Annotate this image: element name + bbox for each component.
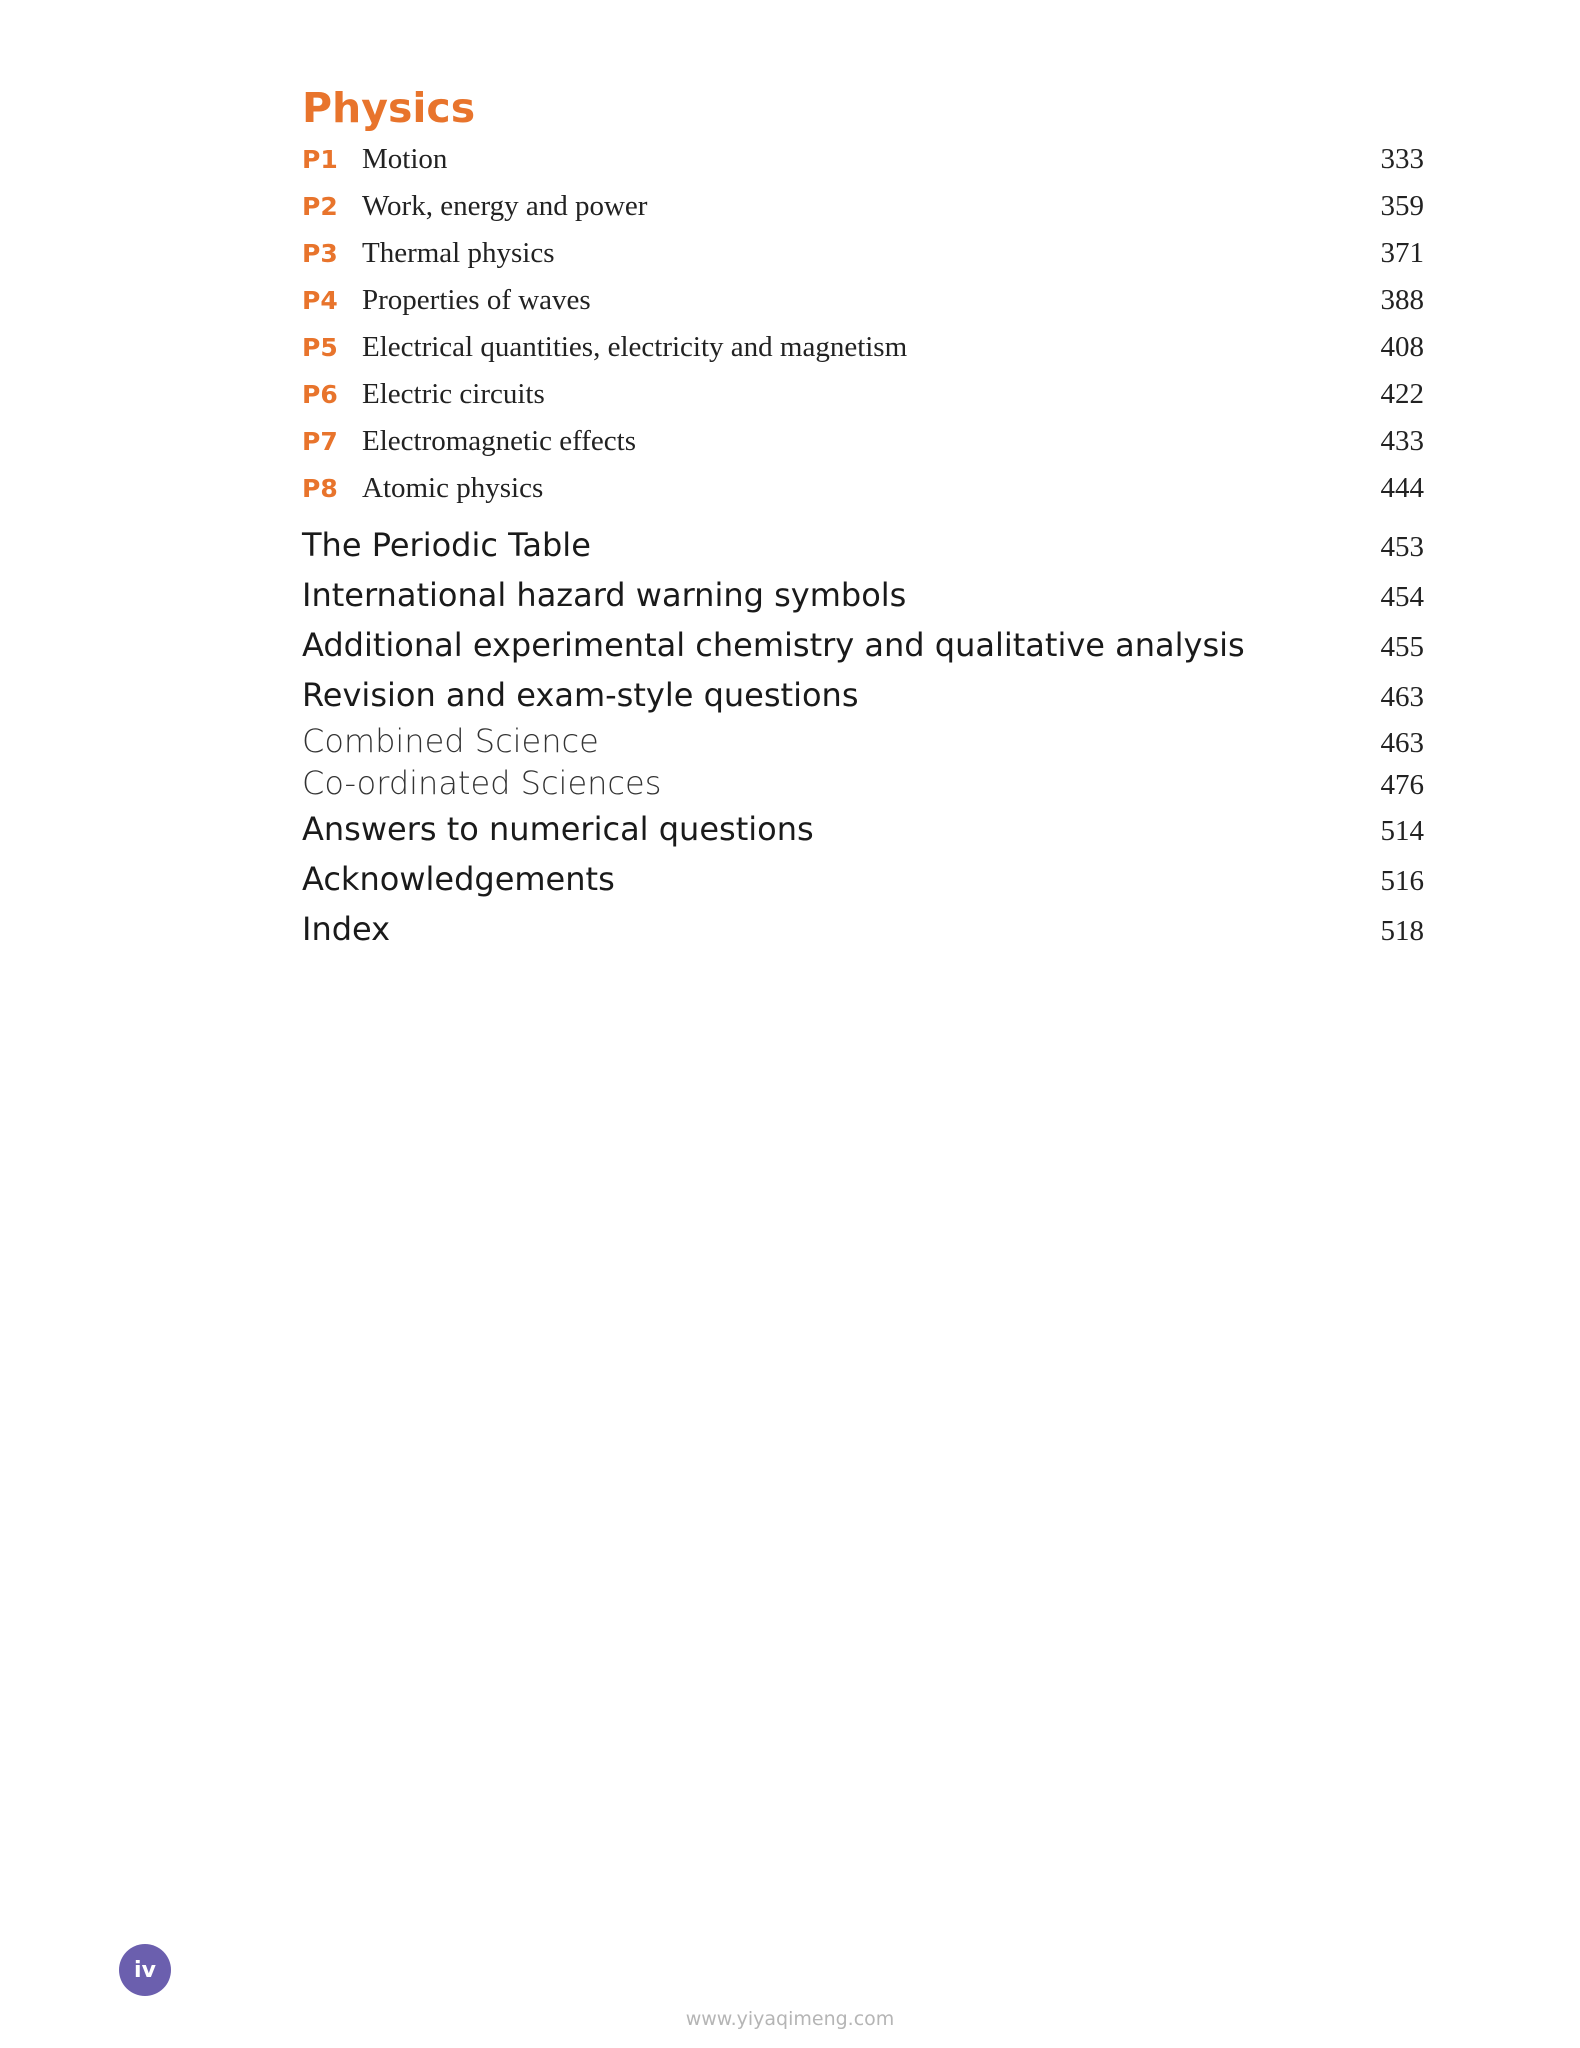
toc-entry-p6[interactable] (302, 371, 1424, 418)
toc-entry-additional-chemistry[interactable] (302, 620, 1424, 670)
page-number: 454 (1380, 581, 1424, 613)
entry-title: Acknowledgements (302, 860, 615, 898)
entry-title: Co-ordinated Sciences (302, 764, 662, 802)
chapter-code: P8 (302, 474, 338, 503)
chapter-code: P7 (302, 427, 338, 456)
entry-title: The Periodic Table (302, 526, 591, 564)
entry-title: Additional experimental chemistry and qualitative analysis (302, 626, 1245, 664)
chapter-code: P6 (302, 380, 338, 409)
page-number: 453 (1380, 531, 1424, 563)
chapter-code: P1 (302, 145, 338, 174)
toc-subentry-coordinated-sciences[interactable] (302, 762, 1424, 804)
page-number: 463 (1380, 681, 1424, 713)
toc-entry-p3[interactable] (302, 230, 1424, 277)
toc-subentry-combined-science[interactable] (302, 720, 1424, 762)
chapter-code: P3 (302, 239, 338, 268)
entry-title: Answers to numerical questions (302, 810, 814, 848)
page-number: 388 (1380, 284, 1424, 316)
chapter-title: Properties of waves (362, 284, 591, 316)
page-number: 433 (1380, 425, 1424, 457)
page-number: 444 (1380, 472, 1424, 504)
page-number: 518 (1380, 915, 1424, 947)
toc-entry-p4[interactable] (302, 277, 1424, 324)
chapter-code: P4 (302, 286, 338, 315)
toc-entry-p2[interactable] (302, 183, 1424, 230)
toc-entry-periodic-table[interactable] (302, 520, 1424, 570)
chapter-code: P2 (302, 192, 338, 221)
chapter-title: Motion (362, 143, 448, 175)
chapter-title: Work, energy and power (362, 190, 648, 222)
toc-entry-hazard-symbols[interactable] (302, 570, 1424, 620)
chapter-code: P5 (302, 333, 338, 362)
chapter-title: Electrical quantities, electricity and magnetism (362, 331, 908, 363)
spacer (302, 512, 1424, 520)
toc-entry-p5[interactable] (302, 324, 1424, 371)
page-number: 371 (1380, 237, 1424, 269)
entry-title: International hazard warning symbols (302, 576, 907, 614)
table-of-contents (302, 82, 1424, 954)
page-number: 408 (1380, 331, 1424, 363)
page-number: 514 (1380, 815, 1424, 847)
toc-entry-acknowledgements[interactable] (302, 854, 1424, 904)
toc-entry-revision[interactable] (302, 670, 1424, 720)
entry-title: Revision and exam-style questions (302, 676, 859, 714)
page-number: 333 (1380, 143, 1424, 175)
page-number: 463 (1380, 727, 1424, 759)
entry-title: Index (302, 910, 391, 948)
toc-entry-answers[interactable] (302, 804, 1424, 854)
watermark-text: www.yiyaqimeng.com (685, 2008, 895, 2030)
toc-entry-p8[interactable] (302, 465, 1424, 512)
section-title-physics: Physics (302, 84, 476, 132)
toc-entry-index[interactable] (302, 904, 1424, 954)
chapter-title: Electric circuits (362, 378, 545, 410)
chapter-title: Atomic physics (362, 472, 544, 504)
page-number: 422 (1380, 378, 1424, 410)
toc-entry-p7[interactable] (302, 418, 1424, 465)
page-number: 455 (1380, 631, 1424, 663)
page-number: 476 (1380, 769, 1424, 801)
chapter-title: Thermal physics (362, 237, 555, 269)
toc-entry-p1[interactable] (302, 136, 1424, 183)
page-number-badge: iv (119, 1944, 171, 1996)
page-number: 516 (1380, 865, 1424, 897)
entry-title: Combined Science (302, 722, 599, 760)
page-number: 359 (1380, 190, 1424, 222)
chapter-title: Electromagnetic effects (362, 425, 637, 457)
